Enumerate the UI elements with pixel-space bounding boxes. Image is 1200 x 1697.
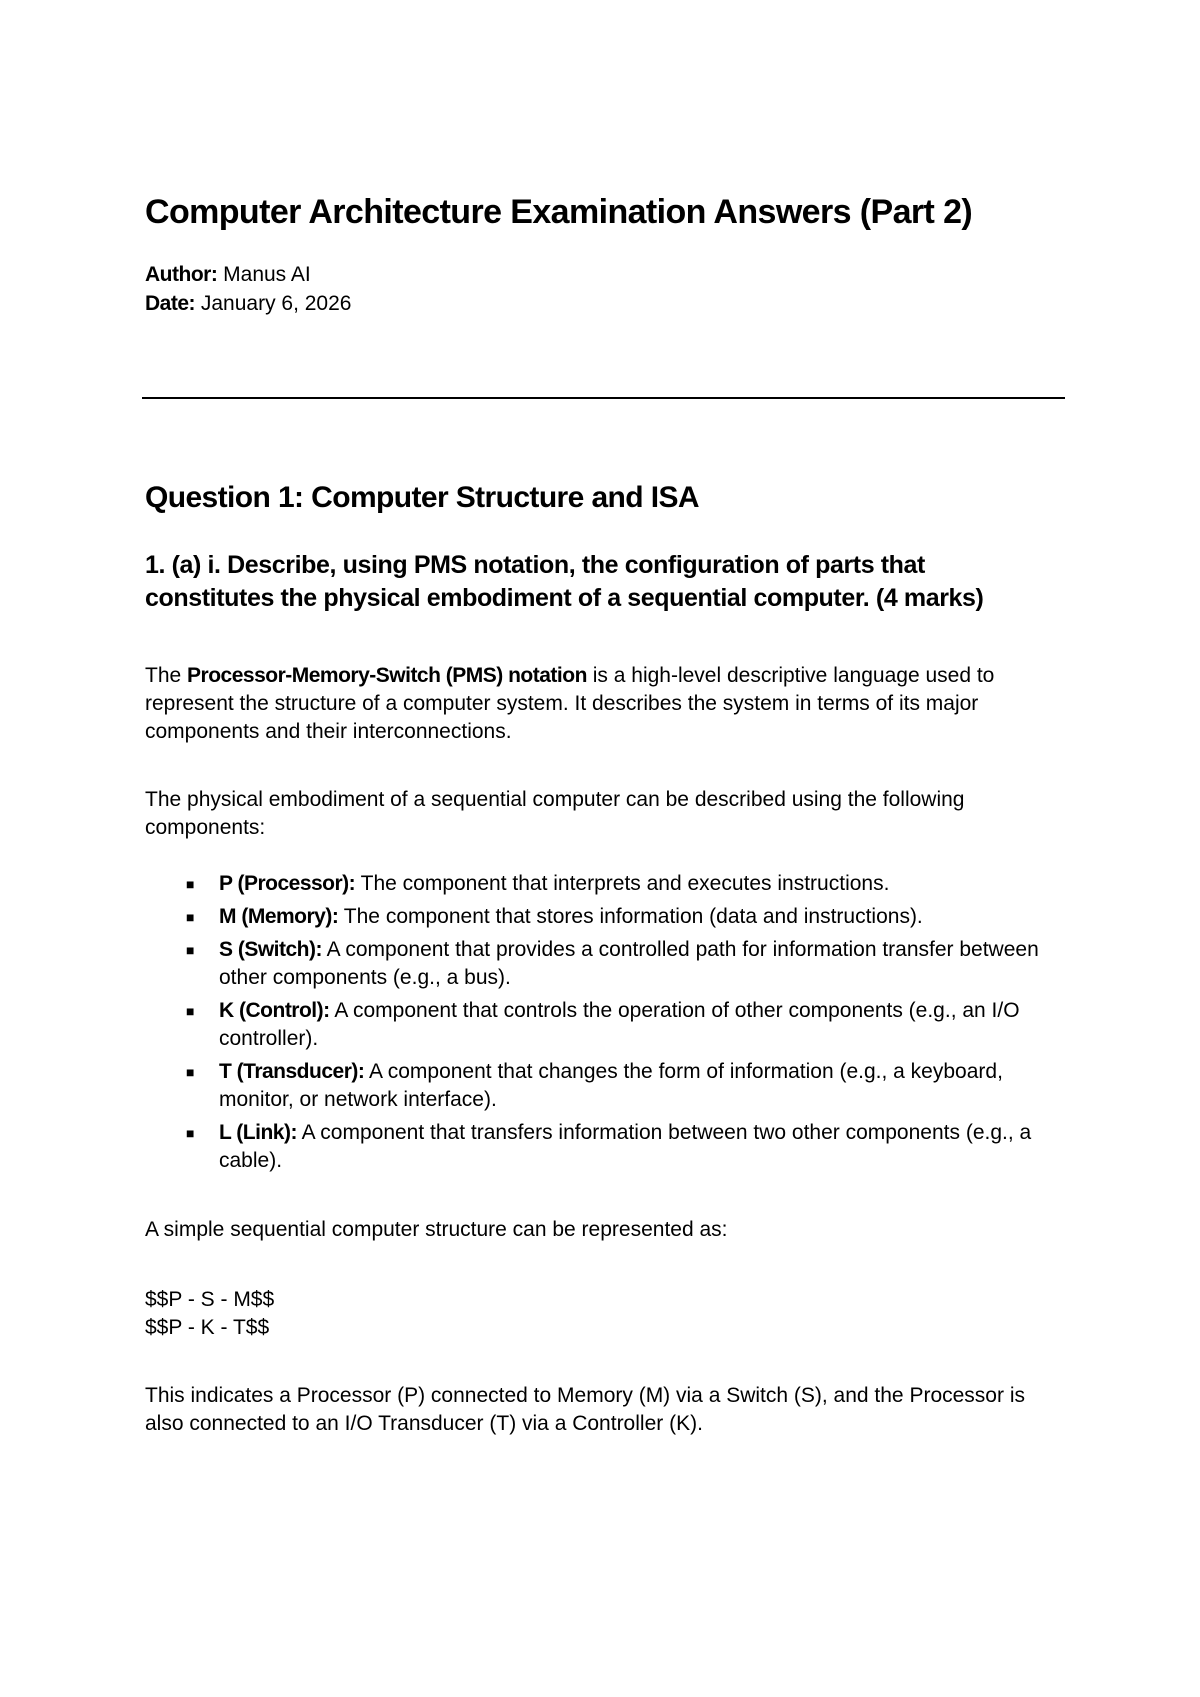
list-item [145, 1058, 1045, 1114]
structure-intro-paragraph: A simple sequential computer structure can be represented as: [145, 1218, 728, 1241]
bullet-icon: ■ [186, 942, 195, 958]
structure-explanation-paragraph: This indicates a Processor (P) connected to Memory (M) via a Switch (S), and the Processor is also connected to an I/O Transducer (T) via a Controller (K). [145, 1384, 1025, 1435]
component-description: A component that controls the operation of other components (e.g., an I/O controller). [219, 999, 1020, 1050]
document-title: Computer Architecture Examination Answers (Part 2) [145, 193, 973, 231]
list-item [145, 936, 1045, 992]
component-list [145, 870, 1045, 1180]
pms-intro-pre: The [145, 664, 188, 687]
bullet-icon: ■ [186, 909, 195, 925]
question-heading: Question 1: Computer Structure and ISA [145, 481, 699, 514]
component-term: K (Control): [219, 999, 330, 1022]
component-term: L (Link): [219, 1121, 297, 1144]
component-description: A component that changes the form of information (e.g., a keyboard, monitor, or network interface). [219, 1060, 1003, 1111]
pms-intro-post: is a high-level descriptive language used to represent the structure of a computer system. It describes the system in terms of its major components and their interconnections. [145, 664, 995, 743]
component-description: The component that stores information (data and instructions). [338, 905, 923, 928]
component-term: P (Processor): [219, 872, 356, 895]
bullet-icon: ■ [186, 1064, 195, 1080]
question-subheading: 1. (a) i. Describe, using PMS notation, the configuration of parts that constitutes the physical embodiment of a sequential computer. (4 marks) [145, 551, 984, 612]
list-item [145, 903, 1045, 931]
bullet-icon: ■ [186, 1003, 195, 1019]
list-item [145, 1119, 1045, 1175]
pms-notation-term: Processor-Memory-Switch (PMS) notation [187, 664, 587, 687]
list-item [145, 997, 1045, 1053]
component-description: A component that transfers information between two other components (e.g., a cable). [219, 1121, 1032, 1172]
bullet-icon: ■ [186, 876, 195, 892]
component-description: The component that interprets and executes instructions. [355, 872, 890, 895]
component-description: A component that provides a controlled path for information transfer between other components (e.g., a bus). [219, 938, 1039, 989]
author-value: Manus AI [223, 263, 311, 286]
date-value: January 6, 2026 [200, 292, 352, 315]
component-term: T (Transducer): [219, 1060, 365, 1083]
pms-formula-io: $$P - K - T$$ [145, 1316, 270, 1339]
horizontal-divider [142, 397, 1065, 399]
bullet-icon: ■ [186, 1125, 195, 1141]
author-line [145, 263, 311, 287]
component-term: M (Memory): [219, 905, 339, 928]
component-term: S (Switch): [219, 938, 322, 961]
pms-intro-paragraph [145, 662, 1045, 746]
list-item [145, 870, 1045, 898]
pms-formula-memory: $$P - S - M$$ [145, 1288, 275, 1311]
author-label: Author: [145, 263, 218, 286]
date-line [145, 292, 351, 316]
date-label: Date: [145, 292, 196, 315]
components-intro-paragraph: The physical embodiment of a sequential computer can be described using the following components: [145, 788, 965, 839]
